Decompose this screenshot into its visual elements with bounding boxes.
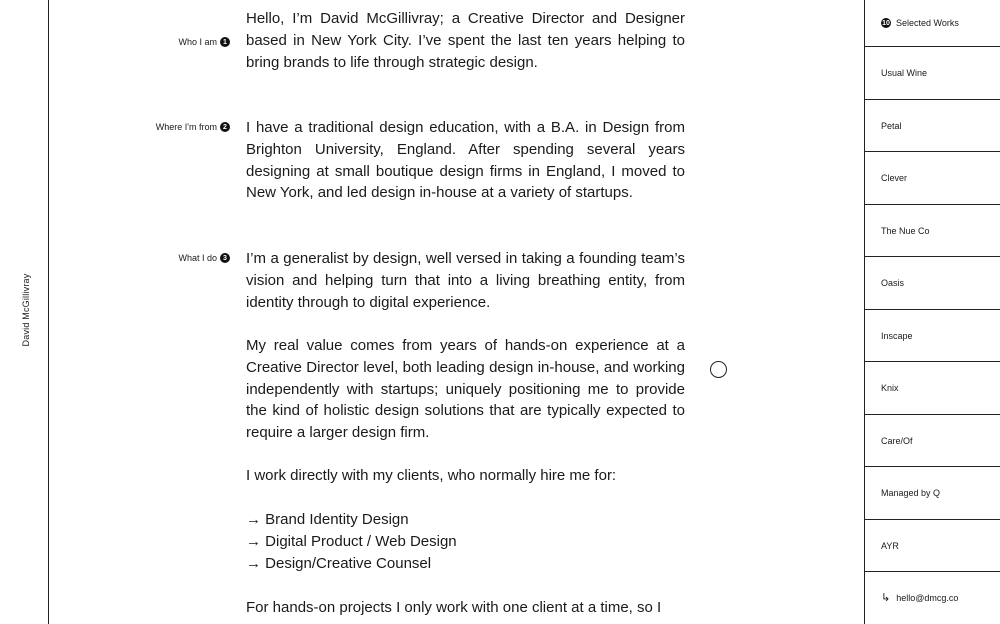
right-nav: [864, 0, 1000, 624]
count-badge: 10: [882, 19, 890, 27]
nav-item-work[interactable]: Usual Wine: [865, 47, 1000, 100]
number-badge: 3: [220, 253, 230, 263]
side-name: David McGillivray: [21, 273, 31, 347]
nav-item-work[interactable]: Petal: [865, 100, 1000, 152]
service-item: → Digital Product / Web Design: [246, 533, 457, 550]
return-arrow-icon: ↳: [881, 591, 891, 604]
nav-item-work[interactable]: The Nue Co: [865, 205, 1000, 257]
nav-item-work[interactable]: Knix: [865, 362, 1000, 415]
nav-item-work[interactable]: AYR: [865, 520, 1000, 572]
section-label-where: Where I'm from 2: [156, 122, 230, 132]
nav-item-work[interactable]: Oasis: [865, 257, 1000, 310]
nav-email-link[interactable]: ↳ hello@dmcg.co: [881, 591, 959, 604]
section-label-what: What I do 3: [178, 253, 230, 263]
paragraph-what-3: I work directly with my clients, who normally hire me for:: [246, 467, 617, 484]
paragraph-what-4: For hands-on projects I only work with one client at a time, so I: [246, 599, 662, 616]
paragraph-who: Hello, I’m David McGillivray; a Creative Director and Designer based in New York City. I’ve spent the last ten years helping to bring brands to life through strategic design.: [246, 10, 685, 71]
nav-item-work[interactable]: Care/Of: [865, 415, 1000, 467]
nav-item-work[interactable]: Clever: [865, 152, 1000, 205]
paragraph-what-1: I’m a generalist by design, well versed in taking a founding team’s vision and helping turn that into a living breathing entity, from identity through to digital experience.: [246, 250, 685, 311]
nav-selected-works[interactable]: 10 Selected Works: [865, 0, 1000, 47]
paragraph-what-2: My real value comes from years of hands-on experience at a Creative Director level, both leading design in-house, and working independently with startups; uniquely positioning me to provide the kind of holistic design solutions that are typically expected to require a larger design firm.: [246, 337, 685, 442]
section-label-who: Who I am 1: [178, 37, 230, 47]
number-badge: 1: [220, 37, 230, 47]
nav-item-work[interactable]: Managed by Q: [865, 467, 1000, 520]
paragraph-where: I have a traditional design education, with a B.A. in Design from Brighton University, England. After spending several years designing at small boutique design firms in England, I moved to New York, and led design in-house at a variety of startups.: [246, 119, 685, 202]
service-item: → Design/Creative Counsel: [246, 555, 432, 572]
left-divider: [48, 0, 49, 624]
nav-item-work[interactable]: Inscape: [865, 310, 1000, 362]
service-item: → Brand Identity Design: [246, 511, 409, 528]
number-badge: 2: [220, 122, 230, 132]
cursor-circle-icon: [710, 361, 727, 378]
